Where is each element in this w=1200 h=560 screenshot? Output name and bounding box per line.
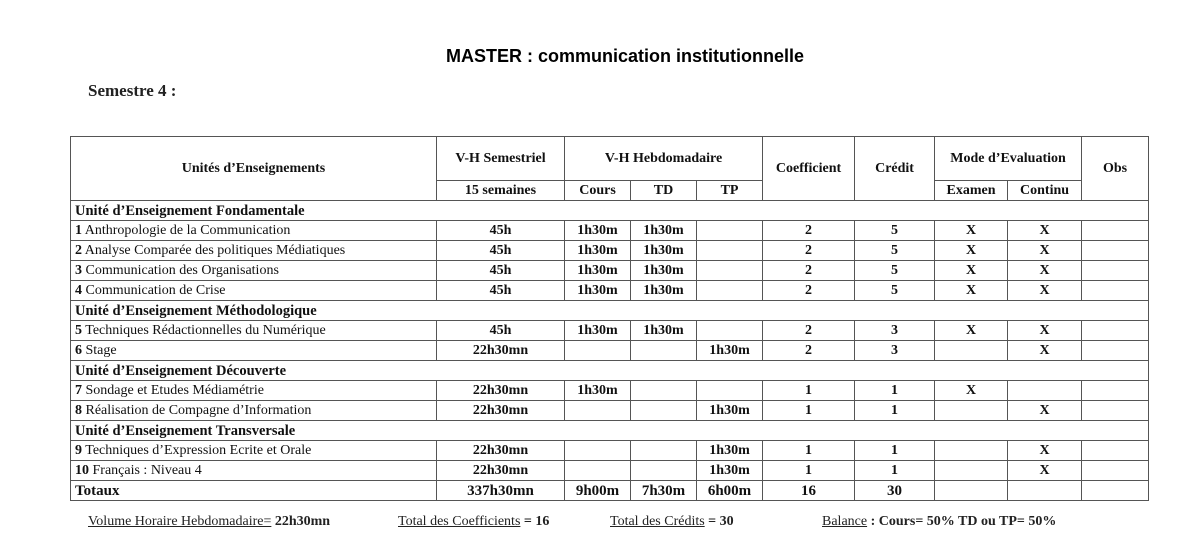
course-number: 4 <box>75 282 82 298</box>
credit-cell: 5 <box>855 281 935 301</box>
td-cell: 1h30m <box>631 221 697 241</box>
examen-cell <box>935 441 1008 461</box>
td-cell: 1h30m <box>631 321 697 341</box>
cours-cell: 1h30m <box>565 241 631 261</box>
course-name-cell <box>71 221 437 241</box>
totals-tp: 6h00m <box>697 481 763 501</box>
table-row <box>71 381 1149 401</box>
header-cours: Cours <box>565 181 631 201</box>
course-name-cell <box>71 441 437 461</box>
section-title: Unité d’Enseignement Transversale <box>71 421 1149 441</box>
td-cell <box>631 461 697 481</box>
credit-cell: 5 <box>855 261 935 281</box>
vh-semestriel-cell: 22h30mn <box>437 341 565 361</box>
tp-cell: 1h30m <box>697 461 763 481</box>
course-number: 8 <box>75 402 82 418</box>
footer-volume <box>88 514 330 530</box>
coefficient-cell: 1 <box>763 441 855 461</box>
footer-volume-label: Volume Horaire Hebdomadaire= <box>88 514 272 529</box>
semester-label: Semestre 4 : <box>88 81 177 100</box>
cours-cell: 1h30m <box>565 321 631 341</box>
vh-semestriel-cell: 45h <box>437 221 565 241</box>
table-row <box>71 241 1149 261</box>
td-cell <box>631 401 697 421</box>
course-name-cell <box>71 241 437 261</box>
coefficient-cell: 1 <box>763 401 855 421</box>
header-credit: Crédit <box>855 137 935 201</box>
coefficient-cell: 1 <box>763 381 855 401</box>
credit-cell: 1 <box>855 381 935 401</box>
continu-cell: X <box>1008 261 1082 281</box>
tp-cell: 1h30m <box>697 341 763 361</box>
cours-cell: 1h30m <box>565 281 631 301</box>
obs-cell <box>1082 401 1149 421</box>
curriculum-table <box>70 136 1149 501</box>
section-title: Unité d’Enseignement Fondamentale <box>71 201 1149 221</box>
course-name: Analyse Comparée des politiques Médiatiques <box>84 242 346 258</box>
credit-cell: 5 <box>855 221 935 241</box>
obs-cell <box>1082 381 1149 401</box>
examen-cell: X <box>935 221 1008 241</box>
totals-td: 7h30m <box>631 481 697 501</box>
credit-cell: 1 <box>855 441 935 461</box>
table-row <box>71 341 1149 361</box>
section-title: Unité d’Enseignement Découverte <box>71 361 1149 381</box>
footer-coef-value: = 16 <box>520 514 550 529</box>
coefficient-cell: 2 <box>763 221 855 241</box>
course-name: Techniques Rédactionnelles du Numérique <box>85 322 326 338</box>
course-name-cell <box>71 461 437 481</box>
vh-semestriel-cell: 22h30mn <box>437 381 565 401</box>
table-row <box>71 441 1149 461</box>
td-cell: 1h30m <box>631 241 697 261</box>
totals-label: Totaux <box>71 481 437 501</box>
tp-cell: 1h30m <box>697 441 763 461</box>
cours-cell: 1h30m <box>565 261 631 281</box>
section-row <box>71 421 1149 441</box>
course-name: Communication de Crise <box>85 282 226 298</box>
obs-cell <box>1082 241 1149 261</box>
continu-cell: X <box>1008 461 1082 481</box>
credit-cell: 5 <box>855 241 935 261</box>
tp-cell <box>697 381 763 401</box>
tp-cell <box>697 241 763 261</box>
course-name: Anthropologie de la Communication <box>84 222 291 238</box>
coefficient-cell: 2 <box>763 261 855 281</box>
tp-cell: 1h30m <box>697 401 763 421</box>
course-name-cell <box>71 281 437 301</box>
cours-cell <box>565 441 631 461</box>
course-number: 5 <box>75 322 82 338</box>
course-name-cell <box>71 261 437 281</box>
course-name-cell <box>71 341 437 361</box>
coefficient-cell: 2 <box>763 281 855 301</box>
course-name-cell <box>71 321 437 341</box>
obs-cell <box>1082 341 1149 361</box>
cours-cell <box>565 401 631 421</box>
cours-cell <box>565 461 631 481</box>
credit-cell: 3 <box>855 321 935 341</box>
footer-credits <box>610 514 734 530</box>
vh-semestriel-cell: 45h <box>437 321 565 341</box>
obs-cell <box>1082 281 1149 301</box>
examen-cell: X <box>935 381 1008 401</box>
td-cell <box>631 441 697 461</box>
totals-continu <box>1008 481 1082 501</box>
cours-cell <box>565 341 631 361</box>
table-row <box>71 261 1149 281</box>
header-obs: Obs <box>1082 137 1149 201</box>
table-row <box>71 221 1149 241</box>
coefficient-cell: 2 <box>763 321 855 341</box>
examen-cell: X <box>935 261 1008 281</box>
td-cell: 1h30m <box>631 281 697 301</box>
continu-cell: X <box>1008 441 1082 461</box>
table-row <box>71 401 1149 421</box>
credit-cell: 3 <box>855 341 935 361</box>
vh-semestriel-cell: 45h <box>437 281 565 301</box>
footer-balance-value: : Cours= 50% TD ou TP= 50% <box>867 514 1057 529</box>
header-vh-semestriel: V-H Semestriel <box>437 137 565 181</box>
examen-cell: X <box>935 281 1008 301</box>
vh-semestriel-cell: 45h <box>437 261 565 281</box>
continu-cell: X <box>1008 281 1082 301</box>
credit-cell: 1 <box>855 401 935 421</box>
totals-vh: 337h30mn <box>437 481 565 501</box>
obs-cell <box>1082 461 1149 481</box>
course-number: 2 <box>75 242 82 258</box>
continu-cell: X <box>1008 401 1082 421</box>
section-title: Unité d’Enseignement Méthodologique <box>71 301 1149 321</box>
course-name: Stage <box>85 342 117 358</box>
td-cell: 1h30m <box>631 261 697 281</box>
coefficient-cell: 2 <box>763 341 855 361</box>
footer-cred-value: = 30 <box>704 514 734 529</box>
course-name: Réalisation de Compagne d’Information <box>85 402 312 418</box>
course-name: Sondage et Etudes Médiamétrie <box>85 382 264 398</box>
course-name: Français : Niveau 4 <box>92 462 202 478</box>
obs-cell <box>1082 441 1149 461</box>
course-name: Techniques d’Expression Ecrite et Orale <box>85 442 312 458</box>
td-cell <box>631 341 697 361</box>
header-tp: TP <box>697 181 763 201</box>
course-name-cell <box>71 381 437 401</box>
cours-cell: 1h30m <box>565 381 631 401</box>
coefficient-cell: 2 <box>763 241 855 261</box>
footer-balance-label: Balance <box>822 514 868 529</box>
vh-semestriel-cell: 22h30mn <box>437 461 565 481</box>
examen-cell: X <box>935 321 1008 341</box>
header-continu: Continu <box>1008 181 1082 201</box>
header-td: TD <box>631 181 697 201</box>
examen-cell: X <box>935 241 1008 261</box>
totals-obs <box>1082 481 1149 501</box>
header-coefficient: Coefficient <box>763 137 855 201</box>
course-number: 9 <box>75 442 82 458</box>
coefficient-cell: 1 <box>763 461 855 481</box>
page-title: MASTER : communication institutionnelle <box>445 46 804 66</box>
tp-cell <box>697 221 763 241</box>
examen-cell <box>935 401 1008 421</box>
totals-coefficient: 16 <box>763 481 855 501</box>
tp-cell <box>697 261 763 281</box>
course-number: 3 <box>75 262 82 278</box>
cours-cell: 1h30m <box>565 221 631 241</box>
totals-cours: 9h00m <box>565 481 631 501</box>
section-row <box>71 301 1149 321</box>
header-unites: Unités d’Enseignements <box>71 137 437 201</box>
credit-cell: 1 <box>855 461 935 481</box>
obs-cell <box>1082 261 1149 281</box>
continu-cell <box>1008 381 1082 401</box>
totals-credit: 30 <box>855 481 935 501</box>
continu-cell: X <box>1008 341 1082 361</box>
footer-cred-label: Total des Crédits <box>610 514 705 529</box>
footer-coef-label: Total des Coefficients <box>398 514 521 529</box>
tp-cell <box>697 321 763 341</box>
examen-cell <box>935 341 1008 361</box>
continu-cell: X <box>1008 321 1082 341</box>
footer-balance <box>822 514 1056 530</box>
table-row <box>71 281 1149 301</box>
section-row <box>71 361 1149 381</box>
totals-row <box>71 481 1149 501</box>
td-cell <box>631 381 697 401</box>
header-mode-evaluation: Mode d’Evaluation <box>935 137 1082 181</box>
vh-semestriel-cell: 22h30mn <box>437 401 565 421</box>
header-vh-hebdomadaire: V-H Hebdomadaire <box>565 137 763 181</box>
course-number: 1 <box>75 222 82 238</box>
course-name-cell <box>71 401 437 421</box>
course-name: Communication des Organisations <box>85 262 279 278</box>
tp-cell <box>697 281 763 301</box>
header-weeks: 15 semaines <box>437 181 565 201</box>
examen-cell <box>935 461 1008 481</box>
obs-cell <box>1082 321 1149 341</box>
course-number: 7 <box>75 382 82 398</box>
course-number: 10 <box>75 462 89 478</box>
course-number: 6 <box>75 342 82 358</box>
totals-examen <box>935 481 1008 501</box>
table-row <box>71 321 1149 341</box>
obs-cell <box>1082 221 1149 241</box>
footer-volume-value: 22h30mn <box>271 514 331 529</box>
vh-semestriel-cell: 45h <box>437 241 565 261</box>
footer-coefficients <box>398 514 549 530</box>
section-row <box>71 201 1149 221</box>
continu-cell: X <box>1008 221 1082 241</box>
vh-semestriel-cell: 22h30mn <box>437 441 565 461</box>
continu-cell: X <box>1008 241 1082 261</box>
table-row <box>71 461 1149 481</box>
header-examen: Examen <box>935 181 1008 201</box>
